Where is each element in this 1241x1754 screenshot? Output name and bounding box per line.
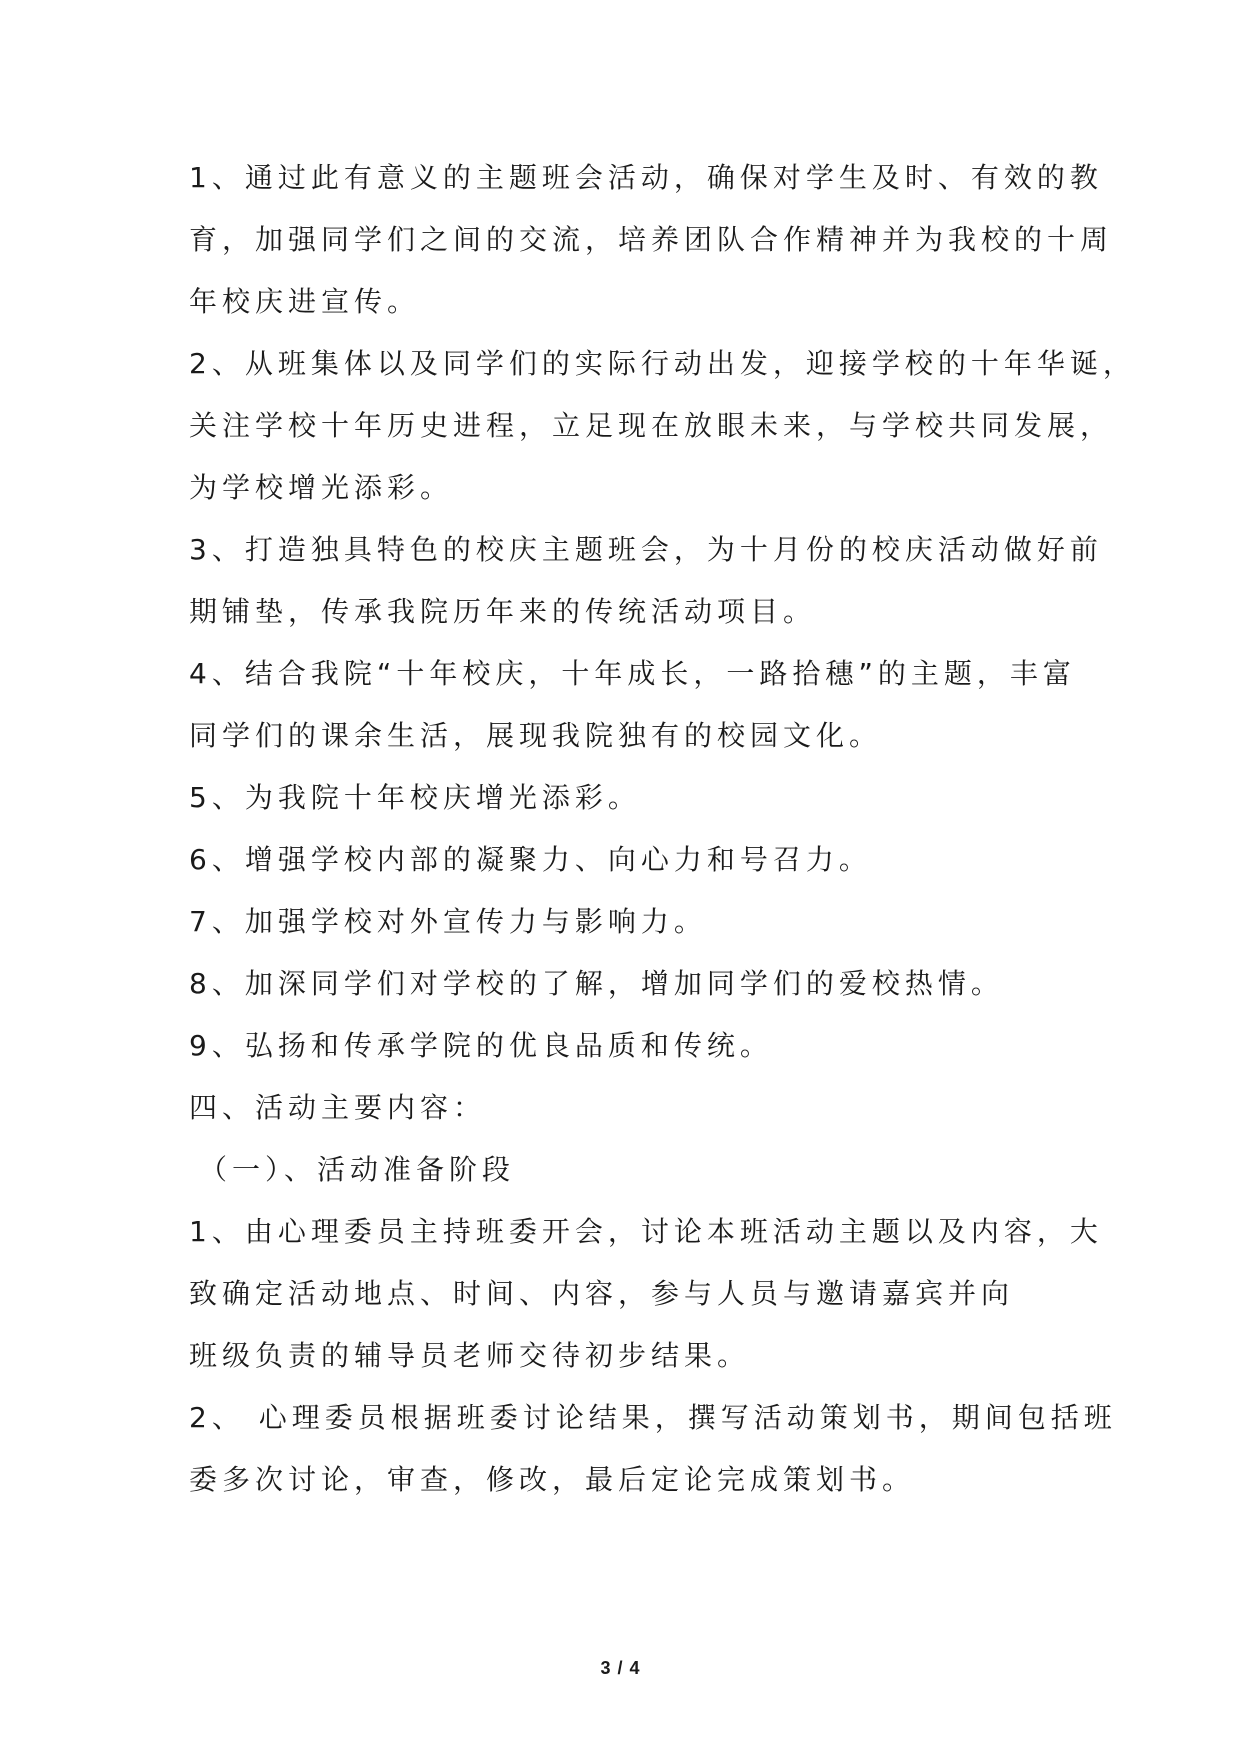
text-line: 9、弘扬和传承学院的优良品质和传统。 xyxy=(189,1029,773,1062)
text-line: 4、结合我院“十年校庆，十年成长，一路拾穗”的主题，丰富 xyxy=(189,657,1076,690)
text-line: 6、增强学校内部的凝聚力、向心力和号召力。 xyxy=(189,843,872,876)
text-line: 为学校增光添彩。 xyxy=(189,471,454,504)
text-line: 1、由心理委员主持班委开会，讨论本班活动主题以及内容，大 xyxy=(189,1215,1103,1248)
text-line: 2、 心理委员根据班委讨论结果，撰写活动策划书，期间包括班 xyxy=(189,1401,1117,1434)
text-line: 7、加强学校对外宣传力与影响力。 xyxy=(189,905,707,938)
text-line: 年校庆进宣传。 xyxy=(189,285,421,318)
text-line: 班级负责的辅导员老师交待初步结果。 xyxy=(189,1339,751,1372)
subsection-heading: （一）、活动准备阶段 xyxy=(199,1153,516,1186)
text-line: 期铺垫，传承我院历年来的传统活动项目。 xyxy=(189,595,817,628)
text-line: 育，加强同学们之间的交流，培养团队合作精神并为我校的十周 xyxy=(189,223,1114,256)
text-line: 同学们的课余生活，展现我院独有的校园文化。 xyxy=(189,719,883,752)
text-line: 8、加深同学们对学校的了解，增加同学们的爱校热情。 xyxy=(189,967,1004,1000)
section-heading: 四、活动主要内容： xyxy=(189,1091,487,1124)
text-line: 1、通过此有意义的主题班会活动，确保对学生及时、有效的教 xyxy=(189,161,1103,194)
text-line: 致确定活动地点、时间、内容，参与人员与邀请嘉宾并向 xyxy=(189,1277,1015,1310)
page-number: 3 / 4 xyxy=(600,1658,641,1678)
text-line: 5、为我院十年校庆增光添彩。 xyxy=(189,781,641,814)
text-line: 3、打造独具特色的校庆主题班会，为十月份的校庆活动做好前 xyxy=(189,533,1103,566)
text-line: 委多次讨论，审查，修改，最后定论完成策划书。 xyxy=(189,1463,916,1496)
text-line: 2、从班集体以及同学们的实际行动出发，迎接学校的十年华诞， xyxy=(189,347,1136,380)
text-line: 关注学校十年历史进程，立足现在放眼未来，与学校共同发展， xyxy=(189,409,1114,442)
